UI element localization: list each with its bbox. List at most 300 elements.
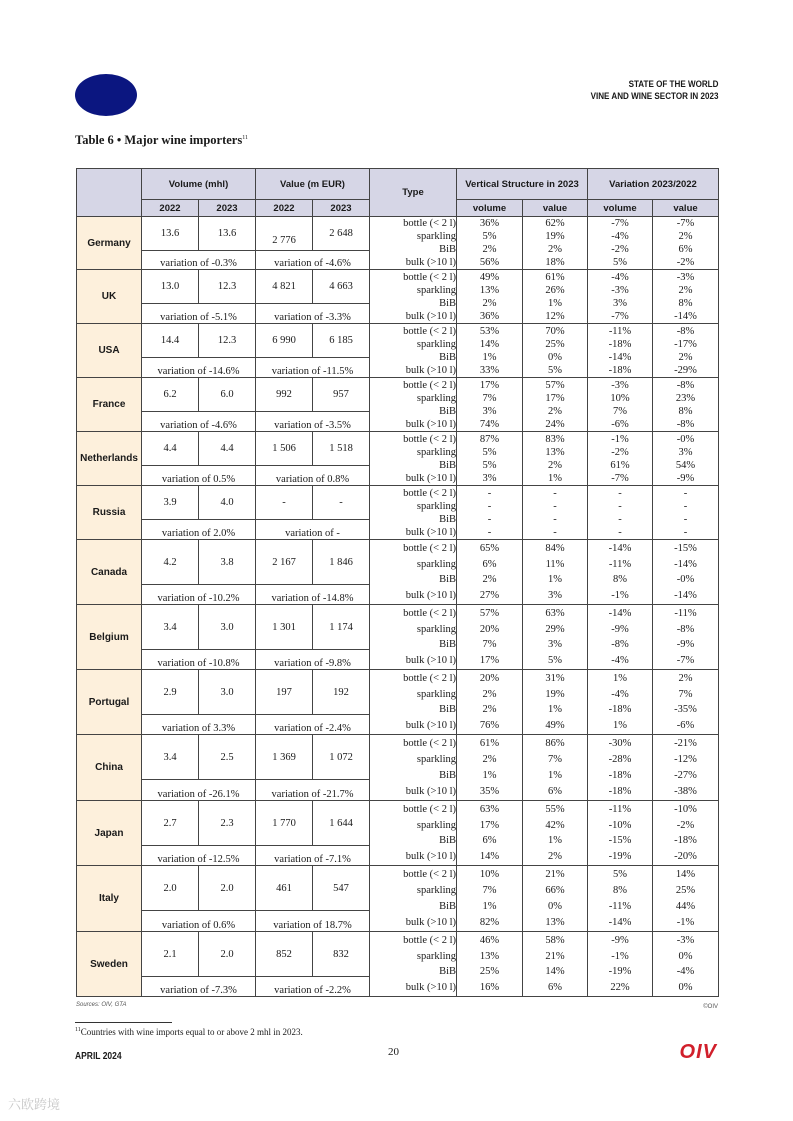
type-label: bulk (>10 l) <box>405 590 456 602</box>
variation-value-cell: 54% <box>675 459 696 471</box>
type-label: bottle (< 2 l) <box>403 433 456 445</box>
vertical-value-cell: 58% <box>545 934 565 946</box>
vertical-volume-cell: 5% <box>482 459 497 471</box>
vertical-volume-cell: 2% <box>482 297 497 309</box>
variation-volume-cell: 10% <box>610 392 630 404</box>
variation-volume-cell: -18% <box>608 364 632 376</box>
volume-2022: 14.4 <box>142 324 199 358</box>
variation-volume-cell: -4% <box>611 231 629 243</box>
vertical-volume-cell: 17% <box>479 655 500 667</box>
variation-volume <box>588 270 653 324</box>
type-list <box>370 432 457 486</box>
type-label: bottle (< 2 l) <box>403 487 456 499</box>
variation-value-cell: -14% <box>674 558 697 570</box>
volume-2022: 4.4 <box>142 432 199 466</box>
variation-volume-cell: 3% <box>613 297 627 309</box>
vertical-value <box>523 486 588 540</box>
variation-volume-cell: -14% <box>608 542 632 554</box>
vertical-volume-cell: 20% <box>479 672 500 684</box>
table-row <box>77 486 719 520</box>
type-label: BiB <box>439 351 456 363</box>
report-header-line1: STATE OF THE WORLD <box>628 79 718 90</box>
header-volume-2022: 2022 <box>142 200 199 217</box>
variation-volume <box>588 866 653 932</box>
table-row <box>77 866 719 911</box>
table-row <box>77 432 719 466</box>
variation-value-cell: -21% <box>674 738 697 749</box>
volume-variation: variation of -10.2% <box>142 585 256 605</box>
variation-volume-cell: -18% <box>608 770 632 781</box>
vertical-volume-cell: 6% <box>482 558 497 570</box>
type-list <box>370 605 457 670</box>
value-2023: 6 185 <box>313 324 370 358</box>
volume-2022: 2.0 <box>142 866 199 911</box>
volume-2022: 2.1 <box>142 932 199 977</box>
value-variation: variation of 0.8% <box>256 466 370 486</box>
vertical-value-cell: 83% <box>545 433 565 445</box>
variation-volume-cell: -14% <box>608 917 632 928</box>
vertical-volume-cell: 25% <box>479 966 500 978</box>
volume-2022: 3.9 <box>142 486 199 520</box>
vertical-volume-cell: 13% <box>479 950 500 962</box>
type-label: sparkling <box>416 231 456 243</box>
vertical-volume-cell: 7% <box>482 885 497 896</box>
country-name: France <box>77 378 142 432</box>
table-row <box>77 605 719 650</box>
variation-volume-cell: -14% <box>608 351 632 363</box>
type-label: BiB <box>439 243 456 255</box>
vertical-volume-cell: 33% <box>479 364 500 376</box>
variation-volume-cell: -4% <box>611 688 629 700</box>
value-2022: 1 506 <box>256 432 313 466</box>
country-name: China <box>77 735 142 801</box>
vertical-value <box>523 670 588 735</box>
volume-2023: 2.0 <box>199 932 256 977</box>
variation-value <box>653 932 719 997</box>
country-name: Portugal <box>77 670 142 735</box>
vertical-value-cell: 6% <box>548 786 562 797</box>
vertical-volume-cell: 2% <box>482 704 497 716</box>
variation-volume <box>588 735 653 801</box>
variation-value-cell: 7% <box>678 688 693 700</box>
volume-2023: 2.5 <box>199 735 256 780</box>
volume-variation: variation of -14.6% <box>142 358 256 378</box>
type-label: bottle (< 2 l) <box>403 738 456 749</box>
type-label: BiB <box>439 704 456 716</box>
vertical-value-cell: 26% <box>545 284 565 296</box>
type-list <box>370 324 457 378</box>
volume-2022: 4.2 <box>142 540 199 585</box>
type-label: BiB <box>439 513 456 525</box>
vertical-volume-cell: 49% <box>479 271 500 283</box>
type-label: bottle (< 2 l) <box>403 379 456 391</box>
variation-volume-cell: -1% <box>611 590 629 602</box>
vertical-value-cell: 13% <box>545 446 565 458</box>
vertical-value-cell: 2% <box>548 851 562 863</box>
variation-value-cell: 25% <box>675 885 696 896</box>
vertical-value-cell: 17% <box>545 392 565 404</box>
table-row <box>77 270 719 304</box>
variation-volume <box>588 378 653 432</box>
variation-volume-cell: 1% <box>613 672 627 684</box>
variation-volume <box>588 540 653 605</box>
type-label: bulk (>10 l) <box>405 526 456 538</box>
value-variation: variation of -9.8% <box>256 650 370 670</box>
variation-volume-cell: -9% <box>611 934 629 946</box>
type-label: BiB <box>439 901 456 912</box>
type-label: bulk (>10 l) <box>405 720 456 732</box>
variation-value <box>653 270 719 324</box>
vertical-value-cell: 31% <box>545 672 565 684</box>
value-variation: variation of -14.8% <box>256 585 370 605</box>
table-row <box>77 324 719 358</box>
value-2022: 992 <box>256 378 313 412</box>
vertical-volume <box>457 378 523 432</box>
vertical-value-cell: 1% <box>548 574 562 586</box>
header-type: Type <box>370 169 457 217</box>
type-label: bulk (>10 l) <box>405 364 456 376</box>
vertical-value-cell: 86% <box>545 738 565 749</box>
variation-value-cell: -6% <box>676 720 695 732</box>
volume-2023: 3.0 <box>199 670 256 715</box>
variation-value-cell: -4% <box>676 966 695 978</box>
variation-volume-cell: -18% <box>608 786 632 797</box>
volume-2023: 12.3 <box>199 324 256 358</box>
variation-volume-cell: - <box>618 513 622 525</box>
volume-2023: 13.6 <box>199 217 256 251</box>
country-name: USA <box>77 324 142 378</box>
variation-volume-cell: -3% <box>611 379 629 391</box>
vertical-volume-cell: - <box>487 487 492 499</box>
header-value: Value (m EUR) <box>256 169 370 200</box>
type-list <box>370 670 457 735</box>
type-label: sparkling <box>416 688 456 700</box>
variation-volume-cell: -10% <box>608 819 632 831</box>
variation-volume-cell: -11% <box>608 803 632 815</box>
value-variation: variation of -3.5% <box>256 412 370 432</box>
vertical-value-cell: 14% <box>545 966 565 978</box>
vertical-value-cell: 42% <box>545 819 565 831</box>
type-label: sparkling <box>416 446 456 458</box>
variation-volume <box>588 324 653 378</box>
type-list <box>370 540 457 605</box>
variation-volume-cell: 61% <box>610 459 630 471</box>
type-label: bottle (< 2 l) <box>403 672 456 684</box>
vertical-value <box>523 735 588 801</box>
vertical-volume-cell: 61% <box>479 738 500 749</box>
report-header <box>590 79 718 103</box>
value-2022: 1 369 <box>256 735 313 780</box>
footnote-number: 11 <box>75 1027 81 1033</box>
type-label: BiB <box>439 297 456 309</box>
value-variation: variation of -11.5% <box>256 358 370 378</box>
value-2022: 197 <box>256 670 313 715</box>
variation-value-cell: - <box>683 526 688 538</box>
table-row <box>77 378 719 412</box>
vertical-value-cell: 49% <box>545 720 565 732</box>
value-variation: variation of -4.6% <box>256 251 370 270</box>
type-list <box>370 486 457 540</box>
value-2023: 2 648 <box>313 217 370 251</box>
variation-value-cell: -10% <box>674 803 697 815</box>
variation-value <box>653 540 719 605</box>
variation-value-cell: -7% <box>676 218 695 230</box>
value-2023: 1 846 <box>313 540 370 585</box>
type-label: bulk (>10 l) <box>405 472 456 484</box>
vertical-volume-cell: 74% <box>479 418 500 430</box>
variation-value-cell: 23% <box>675 392 696 404</box>
table-row <box>77 932 719 977</box>
vertical-volume-cell: 3% <box>482 405 497 417</box>
country-name: Germany <box>77 217 142 270</box>
volume-variation: variation of -0.3% <box>142 251 256 270</box>
variation-volume-cell: -4% <box>611 655 629 667</box>
vertical-value-cell: - <box>553 500 557 512</box>
vertical-value-cell: 57% <box>545 379 565 391</box>
value-2022: - <box>256 486 313 520</box>
variation-value <box>653 866 719 932</box>
vertical-value-cell: 12% <box>545 310 565 322</box>
variation-volume-cell: -7% <box>611 310 629 322</box>
variation-value-cell: -11% <box>674 607 697 619</box>
type-label: BiB <box>439 966 456 978</box>
table-row <box>77 217 719 251</box>
type-label: sparkling <box>416 392 456 404</box>
value-2023: 832 <box>313 932 370 977</box>
type-label: sparkling <box>416 950 456 962</box>
watermark: 六欧跨境 <box>8 1097 61 1112</box>
type-label: bottle (< 2 l) <box>403 869 456 880</box>
type-label: sparkling <box>416 558 456 570</box>
vertical-volume <box>457 217 523 270</box>
vertical-volume-cell: 1% <box>482 770 497 781</box>
vertical-volume <box>457 932 523 997</box>
vertical-volume-cell: 7% <box>482 392 497 404</box>
variation-volume-cell: - <box>618 487 622 499</box>
vertical-value <box>523 866 588 932</box>
table-row <box>77 801 719 846</box>
variation-volume-cell: -18% <box>608 338 632 350</box>
volume-2022: 13.6 <box>142 217 199 251</box>
variation-value-cell: -35% <box>674 704 697 716</box>
variation-value-cell: -7% <box>676 655 695 667</box>
vertical-value-cell: 61% <box>545 271 565 283</box>
vertical-value-cell: 84% <box>545 542 565 554</box>
variation-volume-cell: 5% <box>613 256 627 268</box>
vertical-volume <box>457 432 523 486</box>
country-name: Netherlands <box>77 432 142 486</box>
vertical-volume-cell: 76% <box>479 720 500 732</box>
variation-value <box>653 217 719 270</box>
volume-variation: variation of -10.8% <box>142 650 256 670</box>
variation-volume <box>588 432 653 486</box>
type-label: sparkling <box>416 819 456 831</box>
sources-note: Sources: OIV, GTA <box>76 1002 127 1008</box>
volume-variation: variation of -26.1% <box>142 780 256 801</box>
vertical-value <box>523 324 588 378</box>
header-var-volume: volume <box>588 200 653 217</box>
table-caption <box>75 133 248 148</box>
vertical-value-cell: 2% <box>548 459 562 471</box>
type-list <box>370 270 457 324</box>
variation-volume-cell: 22% <box>610 982 630 994</box>
vertical-value-cell: 19% <box>545 231 565 243</box>
vertical-volume-cell: 87% <box>479 433 500 445</box>
variation-value-cell: -2% <box>676 256 695 268</box>
value-2022: 461 <box>256 866 313 911</box>
variation-value-cell: 2% <box>678 672 693 684</box>
value-2023: 547 <box>313 866 370 911</box>
vertical-value-cell: - <box>553 487 557 499</box>
brand-logo-ellipse <box>75 74 137 116</box>
value-2023: 192 <box>313 670 370 715</box>
vertical-value-cell: 29% <box>545 623 565 635</box>
vertical-value-cell: - <box>553 526 557 538</box>
variation-value <box>653 670 719 735</box>
vertical-value-cell: 19% <box>545 688 565 700</box>
vertical-value-cell: 18% <box>545 256 565 268</box>
value-2023: 1 644 <box>313 801 370 846</box>
header-variation: Variation 2023/2022 <box>588 169 719 200</box>
variation-value-cell: -0% <box>676 574 695 586</box>
variation-value-cell: 2% <box>678 351 693 363</box>
vertical-volume-cell: - <box>487 500 492 512</box>
vertical-volume-cell: 46% <box>479 934 500 946</box>
variation-value-cell: - <box>683 487 688 499</box>
variation-value-cell: -8% <box>676 418 695 430</box>
volume-2022: 2.7 <box>142 801 199 846</box>
variation-value-cell: -15% <box>674 542 697 554</box>
type-list <box>370 932 457 997</box>
vertical-volume <box>457 801 523 866</box>
value-2022: 4 821 <box>256 270 313 304</box>
volume-variation: variation of -7.3% <box>142 977 256 997</box>
variation-value-cell: 8% <box>678 297 693 309</box>
variation-volume <box>588 605 653 670</box>
volume-2023: 2.3 <box>199 801 256 846</box>
variation-volume-cell: 7% <box>613 405 627 417</box>
vertical-value <box>523 432 588 486</box>
variation-value-cell: -2% <box>676 819 695 831</box>
vertical-volume-cell: 5% <box>482 446 497 458</box>
volume-2023: 3.8 <box>199 540 256 585</box>
header-vs-volume: volume <box>457 200 523 217</box>
footnote <box>75 1027 303 1037</box>
variation-volume-cell: -11% <box>608 325 632 337</box>
footer-date: APRIL 2024 <box>75 1051 122 1062</box>
table-row <box>77 540 719 585</box>
value-2023: 1 518 <box>313 432 370 466</box>
volume-2022: 13.0 <box>142 270 199 304</box>
volume-2023: 3.0 <box>199 605 256 650</box>
variation-volume-cell: -8% <box>611 639 629 651</box>
country-name: Belgium <box>77 605 142 670</box>
variation-value-cell: -9% <box>676 639 695 651</box>
variation-value-cell: -0% <box>676 433 695 445</box>
variation-volume-cell: -30% <box>608 738 632 749</box>
variation-value-cell: -14% <box>674 590 697 602</box>
volume-2023: 12.3 <box>199 270 256 304</box>
vertical-volume-cell: 36% <box>479 218 500 230</box>
volume-2022: 2.9 <box>142 670 199 715</box>
type-label: bottle (< 2 l) <box>403 218 456 230</box>
footnote-divider <box>75 1022 172 1023</box>
vertical-volume-cell: 53% <box>479 325 500 337</box>
value-variation: variation of - <box>256 520 370 540</box>
type-label: bottle (< 2 l) <box>403 271 456 283</box>
country-name: UK <box>77 270 142 324</box>
variation-volume-cell: -18% <box>608 704 632 716</box>
type-label: bottle (< 2 l) <box>403 934 456 946</box>
vertical-volume-cell: 10% <box>479 869 500 880</box>
variation-volume-cell: -11% <box>608 558 632 570</box>
value-2023: 4 663 <box>313 270 370 304</box>
variation-value <box>653 378 719 432</box>
volume-2023: 4.0 <box>199 486 256 520</box>
vertical-value <box>523 605 588 670</box>
variation-value-cell: -12% <box>674 754 697 765</box>
type-label: bottle (< 2 l) <box>403 607 456 619</box>
volume-2022: 3.4 <box>142 605 199 650</box>
variation-value <box>653 605 719 670</box>
vertical-volume-cell: 1% <box>482 351 497 363</box>
vertical-value-cell: 63% <box>545 607 565 619</box>
header-vs-value: value <box>523 200 588 217</box>
type-label: sparkling <box>416 623 456 635</box>
header-value-2023: 2023 <box>313 200 370 217</box>
vertical-volume-cell: 5% <box>482 231 497 243</box>
country-name: Japan <box>77 801 142 866</box>
type-list <box>370 735 457 801</box>
header-vertical-structure: Vertical Structure in 2023 <box>457 169 588 200</box>
vertical-value-cell: 0% <box>548 351 562 363</box>
type-list <box>370 217 457 270</box>
type-label: BiB <box>439 639 456 651</box>
vertical-value-cell: 62% <box>545 218 565 230</box>
vertical-volume-cell: 7% <box>482 639 497 651</box>
variation-volume-cell: -19% <box>608 966 632 978</box>
variation-value-cell: -27% <box>674 770 697 781</box>
variation-value-cell: -18% <box>674 835 697 847</box>
major-wine-importers-table <box>76 168 719 997</box>
variation-value-cell: 0% <box>678 950 693 962</box>
value-2022: 1 301 <box>256 605 313 650</box>
variation-volume <box>588 932 653 997</box>
variation-volume-cell: -2% <box>611 446 629 458</box>
variation-volume-cell: - <box>618 500 622 512</box>
vertical-volume <box>457 605 523 670</box>
variation-volume-cell: -9% <box>611 623 629 635</box>
type-label: sparkling <box>416 500 456 512</box>
vertical-volume <box>457 540 523 605</box>
variation-volume-cell: -4% <box>611 271 629 283</box>
variation-value-cell: -8% <box>676 379 695 391</box>
vertical-value-cell: - <box>553 513 557 525</box>
type-list <box>370 801 457 866</box>
vertical-volume-cell: 63% <box>479 803 500 815</box>
variation-value-cell: 2% <box>678 231 693 243</box>
vertical-volume-cell: 1% <box>482 901 497 912</box>
variation-value-cell: 6% <box>678 243 693 255</box>
header-corner <box>77 169 142 217</box>
type-label: bulk (>10 l) <box>405 982 456 994</box>
variation-volume-cell: -14% <box>608 607 632 619</box>
vertical-volume-cell: 2% <box>482 243 497 255</box>
type-label: BiB <box>439 574 456 586</box>
type-label: BiB <box>439 770 456 781</box>
volume-2022: 6.2 <box>142 378 199 412</box>
variation-value-cell: -29% <box>674 364 697 376</box>
